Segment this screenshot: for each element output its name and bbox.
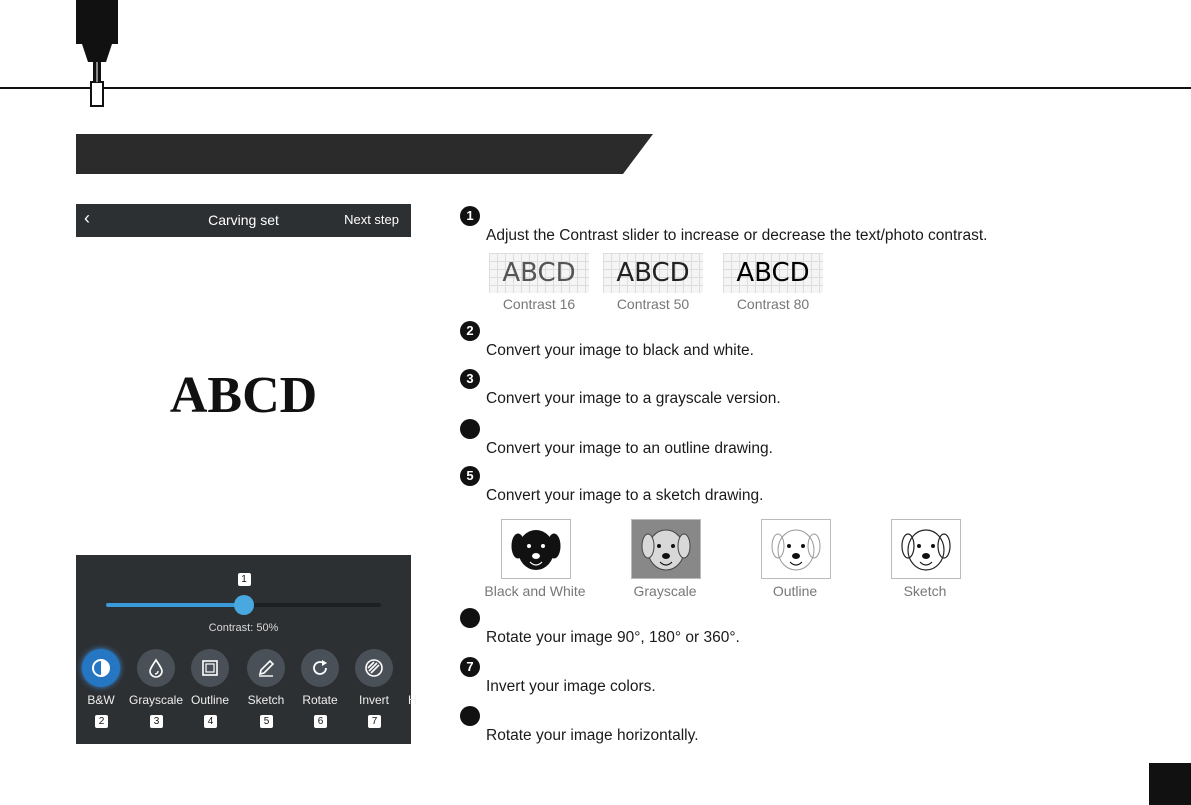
dog-photo-icon: [762, 520, 830, 578]
chevron-left-icon[interactable]: ‹: [84, 208, 90, 228]
mode-sample-caption: Black and White: [484, 583, 586, 599]
step-badge: 3: [460, 369, 480, 389]
mode-sample-caption: Sketch: [903, 583, 947, 599]
section-banner: [76, 134, 653, 174]
tool-button-sketch[interactable]: [247, 649, 285, 687]
tool-label: Rotate: [302, 693, 338, 707]
tool-callout-number: 2: [95, 715, 108, 728]
tool-button-grayscale[interactable]: [137, 649, 175, 687]
step-badge: 1: [460, 206, 480, 226]
pencil-icon: [256, 658, 276, 678]
contrast-value: Contrast: 50%: [208, 622, 279, 634]
tool-button-bw[interactable]: [82, 649, 120, 687]
contrast-sample-caption: Contrast 50: [616, 296, 690, 312]
step-description: Convert your image to an outline drawing.: [486, 440, 773, 457]
contrast-slider[interactable]: [106, 603, 381, 607]
slider-handle[interactable]: [234, 595, 254, 615]
step-description: Convert your image to black and white.: [486, 342, 754, 359]
tool-callout-number: 3: [150, 715, 163, 728]
step-badge: 7: [460, 657, 480, 677]
tool-label: Invert: [358, 693, 389, 707]
mode-sample-image: [891, 519, 961, 579]
tool-callout-number: 6: [314, 715, 327, 728]
stripes-icon: [364, 658, 384, 678]
header-rule: [0, 87, 1191, 89]
step-description: Rotate your image 90°, 180° or 360°.: [486, 629, 740, 646]
dog-photo-icon: [892, 520, 960, 578]
step-description: Rotate your image horizontally.: [486, 727, 699, 744]
step-description: Adjust the Contrast slider to increase or decrease the text/photo contrast.: [486, 227, 988, 244]
contrast-sample-image: ABCD: [723, 253, 823, 293]
mode-sample-image: [501, 519, 571, 579]
tool-label-cutoff: H: [408, 693, 417, 707]
tool-callout-number: 5: [260, 715, 273, 728]
rotate-icon: [310, 658, 330, 678]
app-header-bar: [76, 204, 411, 237]
slider-fill: [106, 603, 244, 607]
contrast-sample-image: ABCD: [603, 253, 703, 293]
step-badge: [460, 419, 480, 439]
mode-sample-image: [761, 519, 831, 579]
step-badge: [460, 608, 480, 628]
half-circle-icon: [91, 658, 111, 678]
mode-sample-caption: Outline: [772, 583, 818, 599]
mode-sample-image: [631, 519, 701, 579]
tool-button-outline[interactable]: [191, 649, 229, 687]
mode-sample-caption: Grayscale: [633, 583, 697, 599]
tool-callout-number: 7: [368, 715, 381, 728]
tool-button-rotate[interactable]: [301, 649, 339, 687]
contrast-sample-caption: Contrast 16: [502, 296, 576, 312]
tool-callout-number: 4: [204, 715, 217, 728]
dog-photo-icon: [502, 520, 570, 578]
outline-square-icon: [200, 658, 220, 678]
tool-panel: [76, 555, 417, 744]
pen-nib-icon: [74, 0, 120, 110]
droplet-icon: [146, 658, 166, 678]
tool-button-invert[interactable]: [355, 649, 393, 687]
tool-label: Outline: [190, 693, 230, 707]
slider-callout-1: 1: [238, 573, 251, 586]
image-preview: ABCD: [169, 367, 318, 424]
step-description: Convert your image to a sketch drawing.: [486, 487, 764, 504]
page-corner-block: [1149, 763, 1191, 805]
step-description: Convert your image to a grayscale version.: [486, 390, 781, 407]
next-step-button[interactable]: Next step: [344, 212, 399, 227]
step-badge: 2: [460, 321, 480, 341]
dog-photo-icon: [632, 520, 700, 578]
tool-label: B&W: [87, 693, 115, 707]
contrast-sample-image: ABCD: [489, 253, 589, 293]
tool-label: Sketch: [247, 693, 285, 707]
step-description: Invert your image colors.: [486, 678, 656, 695]
tool-label: Grayscale: [128, 693, 184, 707]
step-badge: [460, 706, 480, 726]
app-title: Carving set: [208, 212, 279, 228]
contrast-sample-caption: Contrast 80: [736, 296, 810, 312]
step-badge: 5: [460, 466, 480, 486]
